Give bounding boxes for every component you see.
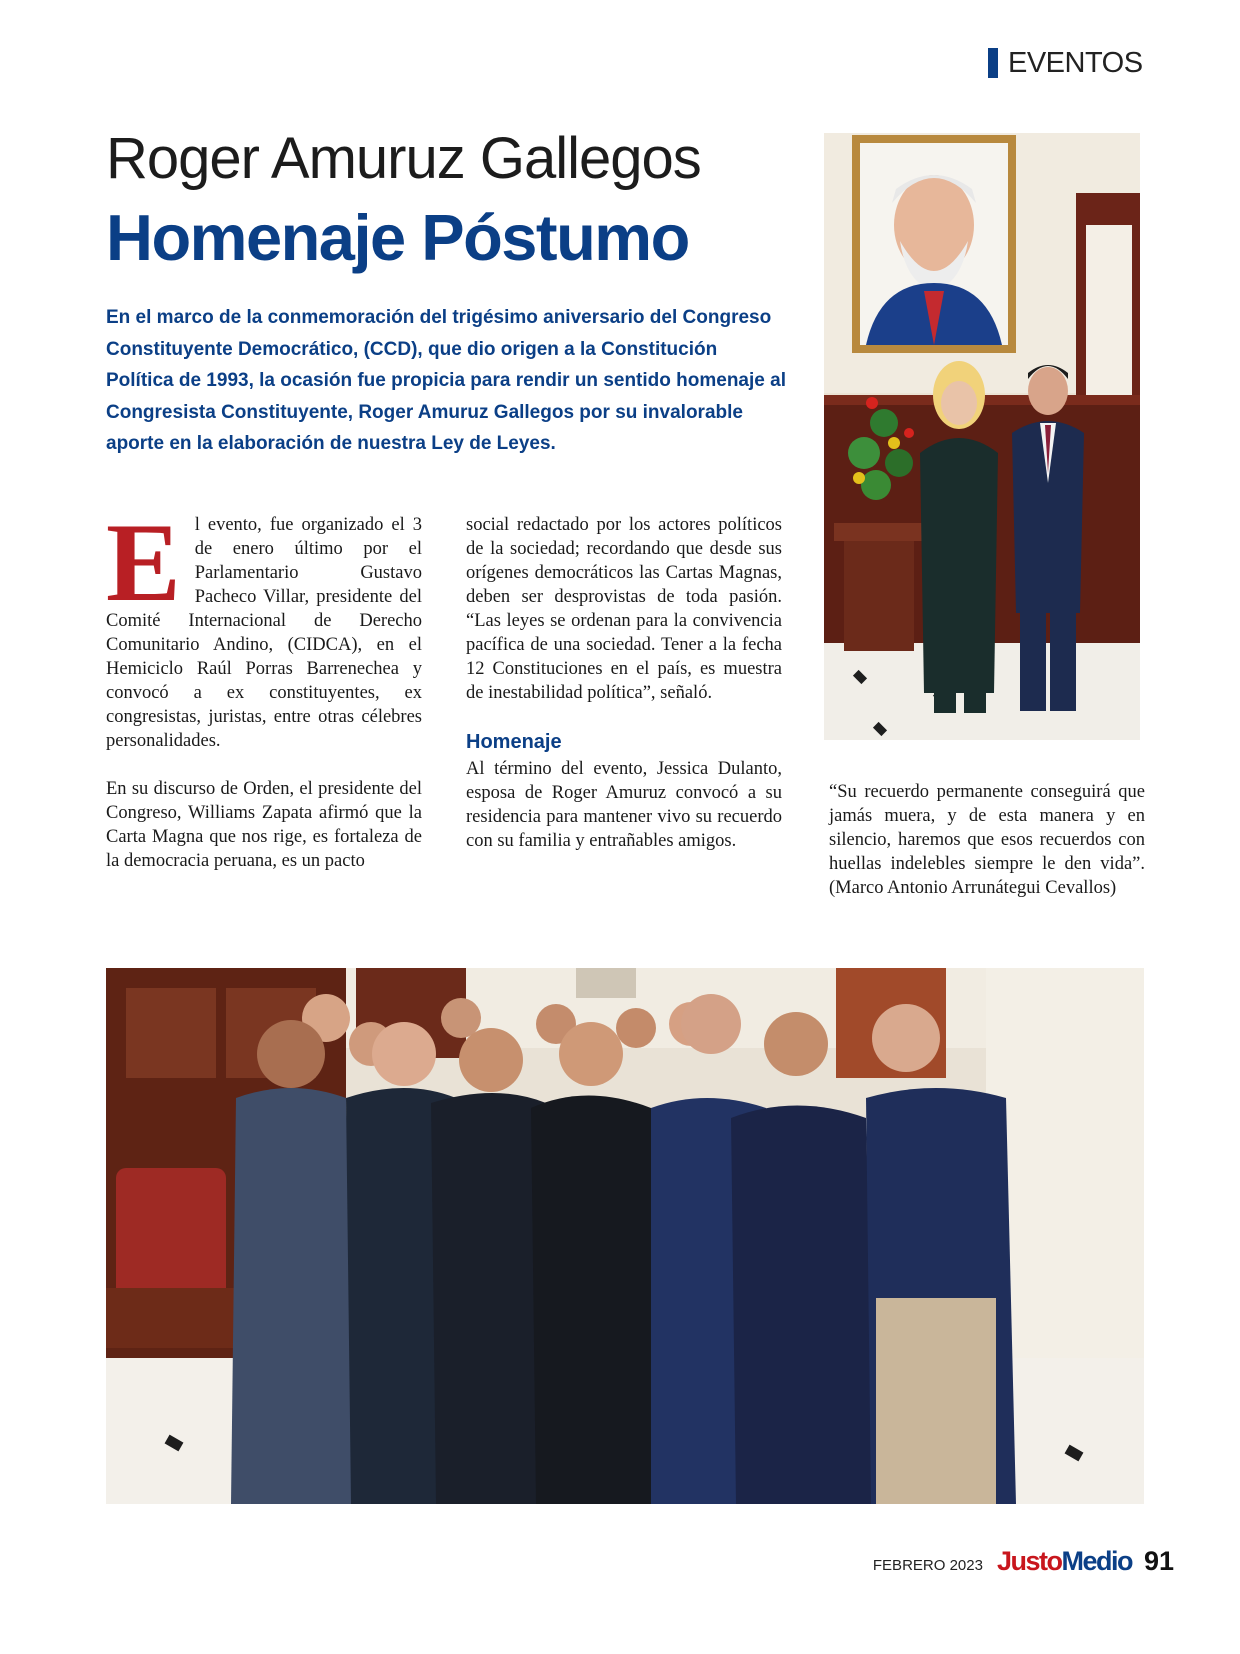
article-title: Homenaje Póstumo (106, 201, 689, 274)
photo-group (106, 968, 1144, 1504)
text-column-1 (106, 501, 422, 873)
photo-portrait-couple (824, 133, 1140, 740)
subheading-homenaje: Homenaje (466, 731, 562, 753)
paragraph-3: social redactado por los actores políticos de la sociedad; recordando que desde sus orígenes democráticos las Cartas Magnas, deben ser desprovistas de toda pasión. “Las leyes se ordenan para la convivencia pacífica de una sociedad. Tener a la fecha 12 Constituciones en el país, es muestra de inestabilidad política”, señaló. (466, 515, 782, 703)
brand-logo-justo: Justo (996, 1546, 1062, 1576)
paragraph-2: En su discurso de Orden, el presidente del Congreso, Williams Zapata afirmó que la Carta Magna que nos rige, es fortaleza de la democracia peruana, es un pacto (106, 779, 422, 871)
paragraph-4: Al término del evento, Jessica Dulanto, esposa de Roger Amuruz convocó a su residencia para mantener vivo su recuerdo con su familia y entrañables amigos. (466, 759, 782, 851)
article-lead: En el marco de la conmemoración del trigésimo aniversario del Congreso Constituyente Democrático, (CCD), que dio origen a la Constitución Política de 1993, la ocasión fue propicia para rendir un sentido homenaje al Congresista Constituyente, Roger Amuruz Gallegos por su invalorable aporte en la elaboración de nuestra Ley de Leyes. (106, 307, 786, 454)
page-number: 91 (1143, 1546, 1174, 1576)
text-column-2 (466, 513, 782, 853)
brand-logo-medio: Medio (1061, 1546, 1132, 1576)
section-bar (988, 48, 998, 78)
paragraph-1-text: l evento, fue organizado el 3 de enero último por el Parlamentario Gustavo Pacheco Villar, presidente del Comité Internacional de Derecho Comunitario Andino, (CIDCA), en el Hemiciclo Raúl Porras Barrenechea y convocó a ex constituyentes, ex congresistas, juristas, entre otras célebres personalidades. (106, 515, 422, 751)
paragraph-1 (106, 501, 422, 753)
section-label: EVENTOS (1008, 46, 1143, 79)
page-footer (873, 1546, 1174, 1577)
section-tag (988, 46, 1143, 80)
text-column-3 (829, 780, 1145, 900)
article-title-name: Roger Amuruz Gallegos (106, 126, 701, 191)
paragraph-5: “Su recuerdo permanente conseguirá que jamás muera, y de esta manera y en silencio, haremos que esos recuerdos con huellas indelebles siempre le den vida”. (Marco Antonio Arrunátegui Cevallos) (829, 782, 1145, 898)
drop-cap: E (106, 501, 181, 625)
issue-date: FEBRERO 2023 (872, 1557, 983, 1574)
